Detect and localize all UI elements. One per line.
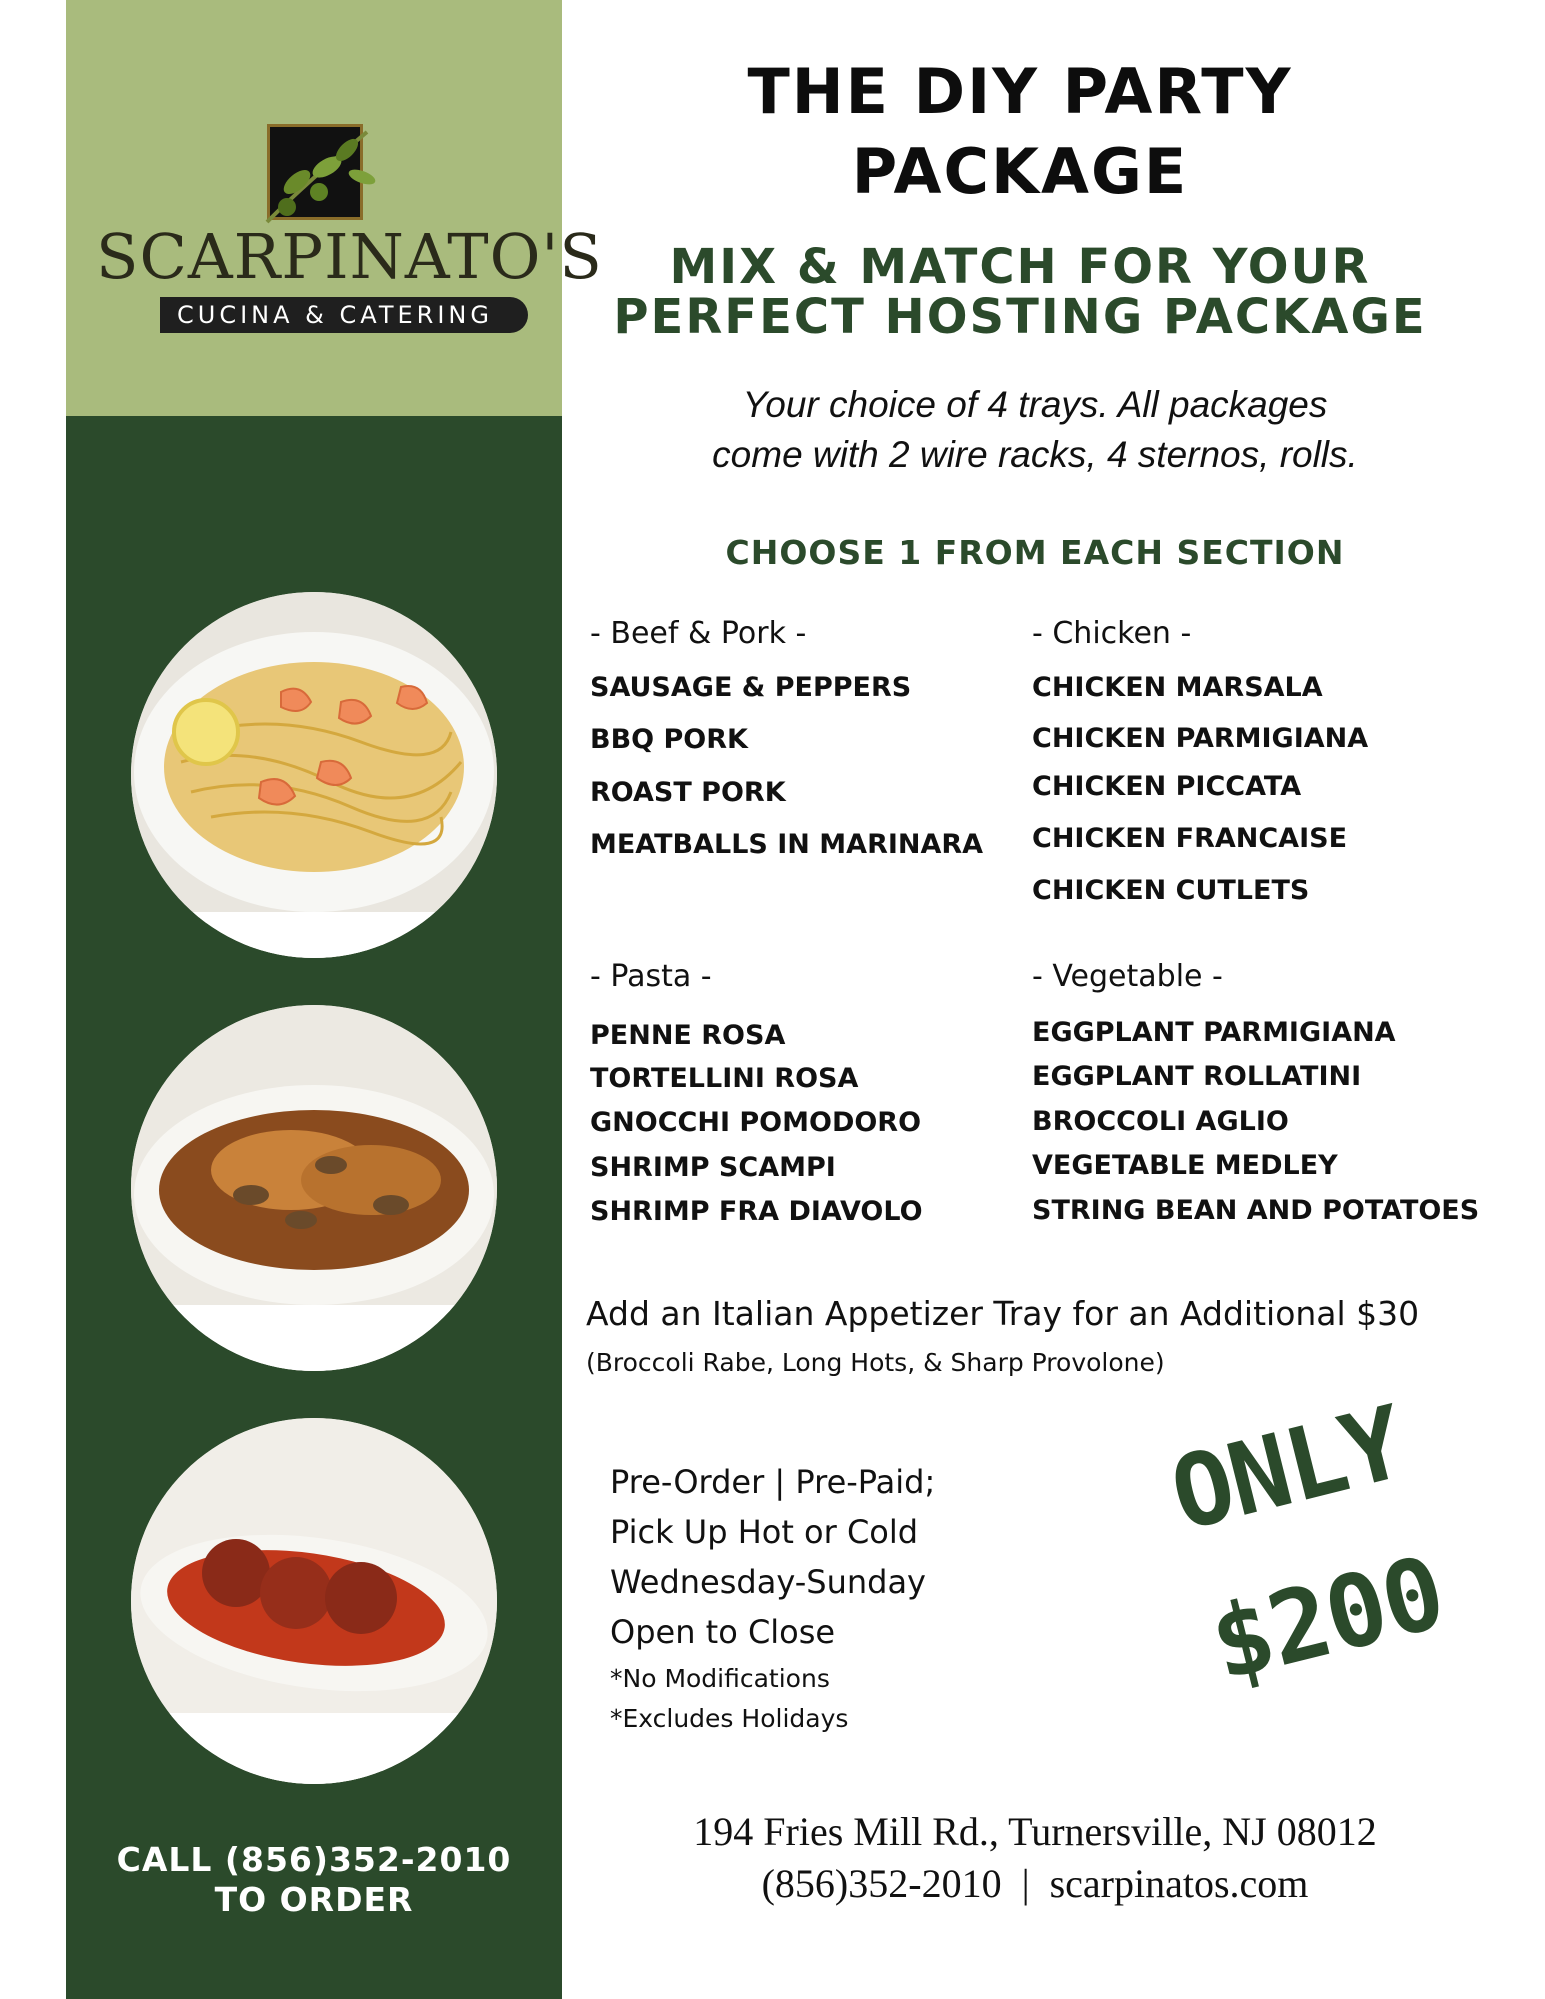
page-title <box>620 52 1420 212</box>
info-line: Open to Close <box>610 1613 836 1651</box>
store-address: 194 Fries Mill Rd., Turnersville, NJ 08012 <box>693 1809 1377 1854</box>
info-line: Pick Up Hot or Cold <box>610 1513 919 1551</box>
section-heading-pasta: - Pasta - <box>590 959 712 994</box>
menu-item: TORTELLINI ROSA <box>590 1063 859 1094</box>
price-only-label: ONLY <box>1160 1383 1415 1554</box>
title-line-2: PACKAGE <box>851 135 1189 208</box>
menu-item: SAUSAGE & PEPPERS <box>590 672 912 703</box>
choose-instruction: CHOOSE 1 FROM EACH SECTION <box>725 533 1345 572</box>
title-line-1: THE DIY PARTY <box>747 55 1293 128</box>
menu-item: BROCCOLI AGLIO <box>1032 1106 1289 1137</box>
call-to-order <box>66 1840 562 1920</box>
info-note: *Excludes Holidays <box>610 1704 849 1733</box>
menu-item: ROAST PORK <box>590 777 786 808</box>
menu-item: CHICKEN MARSALA <box>1032 672 1323 703</box>
section-heading-vegetable: - Vegetable - <box>1032 959 1223 994</box>
menu-item: BBQ PORK <box>590 724 748 755</box>
menu-item: GNOCCHI POMODORO <box>590 1107 922 1138</box>
call-phone-line: CALL (856)352-2010 <box>116 1840 512 1879</box>
menu-item: SHRIMP SCAMPI <box>590 1152 836 1183</box>
menu-item: STRING BEAN AND POTATOES <box>1032 1195 1480 1226</box>
subtitle-line-1: MIX & MATCH FOR YOUR <box>669 239 1371 295</box>
description-line-2: come with 2 wire racks, 4 sternos, rolls. <box>712 434 1358 475</box>
chicken-marsala-photo <box>131 1005 497 1371</box>
subtitle-line-2: PERFECT HOSTING PACKAGE <box>613 289 1427 345</box>
menu-item: SHRIMP FRA DIAVOLO <box>590 1196 923 1227</box>
logo-name: SCARPINATO'S <box>96 220 603 293</box>
menu-item: MEATBALLS IN MARINARA <box>590 829 984 860</box>
meatballs-photo <box>131 1418 497 1784</box>
menu-item: CHICKEN PICCATA <box>1032 771 1302 802</box>
menu-item: CHICKEN PARMIGIANA <box>1032 723 1369 754</box>
info-line: Pre-Order | Pre-Paid; <box>610 1463 936 1501</box>
menu-item: CHICKEN CUTLETS <box>1032 875 1310 906</box>
menu-item: EGGPLANT ROLLATINI <box>1032 1061 1362 1092</box>
description-line-1: Your choice of 4 trays. All packages <box>742 384 1328 425</box>
menu-item: EGGPLANT PARMIGIANA <box>1032 1017 1396 1048</box>
info-note: *No Modifications <box>610 1664 830 1693</box>
appetizer-addon: Add an Italian Appetizer Tray for an Additional $30 <box>586 1294 1420 1333</box>
menu-item: CHICKEN FRANCAISE <box>1032 823 1348 854</box>
logo-tagline: CUCINA & CATERING <box>177 301 493 329</box>
section-heading-beef-pork: - Beef & Pork - <box>590 616 807 651</box>
menu-item: VEGETABLE MEDLEY <box>1032 1150 1338 1181</box>
section-heading-chicken: - Chicken - <box>1032 616 1192 651</box>
call-order-line: TO ORDER <box>214 1880 414 1919</box>
price-amount: $200 <box>1200 1533 1455 1704</box>
info-line: Wednesday-Sunday <box>610 1563 926 1601</box>
shrimp-scampi-photo <box>131 592 497 958</box>
appetizer-addon-detail: (Broccoli Rabe, Long Hots, & Sharp Provolone) <box>586 1348 1165 1377</box>
package-description <box>620 380 1450 480</box>
page-subtitle <box>590 239 1450 345</box>
menu-item: PENNE ROSA <box>590 1020 786 1051</box>
store-contact: (856)352-2010 | scarpinatos.com <box>761 1861 1309 1906</box>
